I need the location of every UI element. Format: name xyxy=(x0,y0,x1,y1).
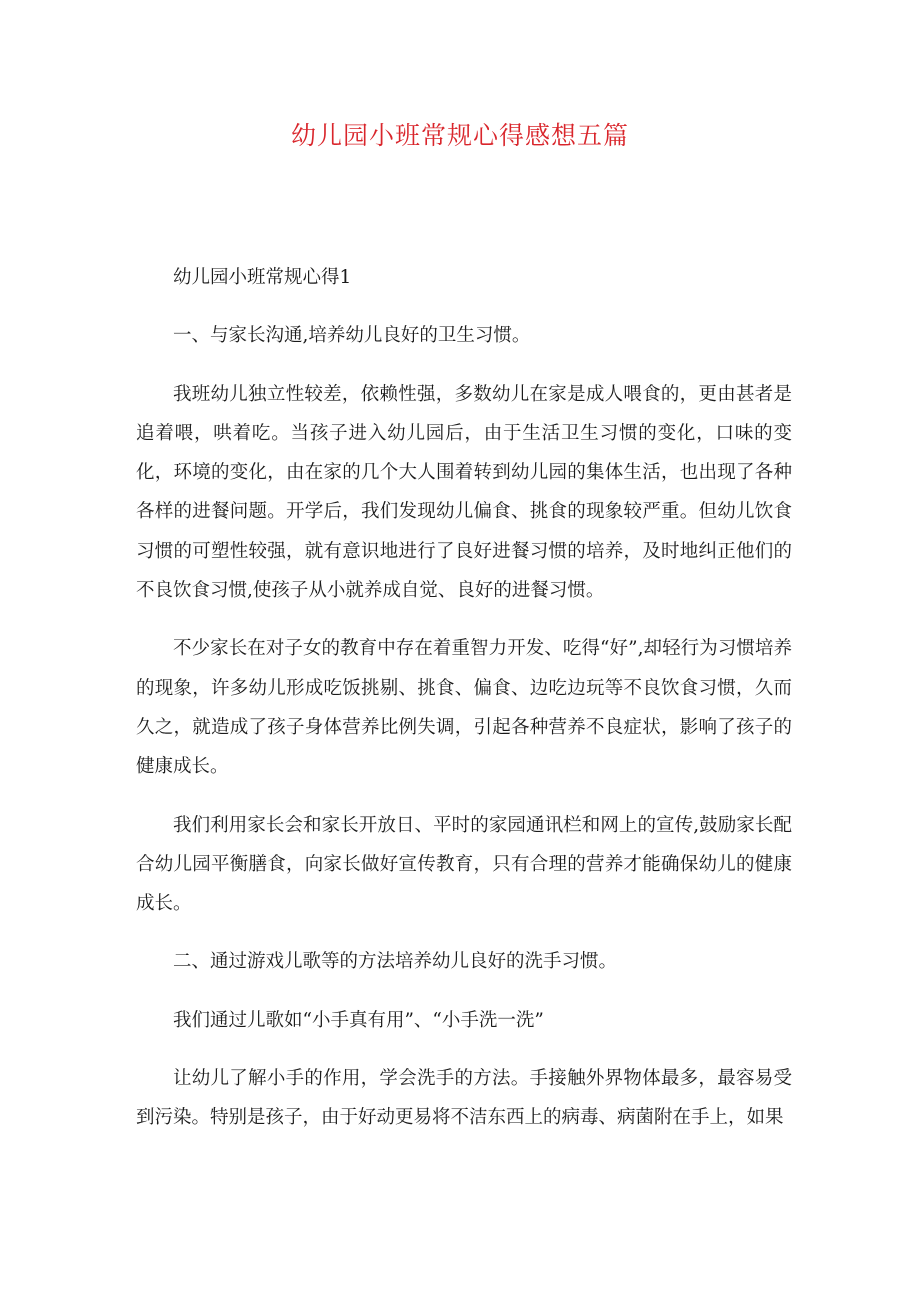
section-heading: 幼儿园小班常规心得1 xyxy=(173,267,352,288)
paragraph: 我班幼儿独立性较差，依赖性强，多数幼儿在家是成人喂食的，更由甚者是追着喂，哄着吃。当孩子进入幼儿园后，由于生活卫生习惯的变化，口味的变化，环境的变化，由在家的几个大人围着转到幼儿园的集体生活，也出现了各种各样的进餐问题。开学后，我们发现幼儿偏食、挑食的现象较严重。但幼儿饮食习惯的可塑性较强，就有意识地进行了良好进餐习惯的培养，及时地纠正他们的不良饮食习惯,使孩子从小就养成自觉、良好的进餐习惯。 xyxy=(136,383,792,602)
subsection-heading: 二、通过游戏儿歌等的方法培养幼儿良好的洗手习惯。 xyxy=(173,951,618,973)
subsection-heading: 一、与家长沟通,培养幼儿良好的卫生习惯。 xyxy=(173,325,531,347)
paragraph: 让幼儿了解小手的作用，学会洗手的方法。手接触外界物体最多，最容易受到污染。特别是孩子，由于好动更易将不洁东西上的病毒、病菌附在手上，如果 xyxy=(136,1068,792,1129)
paragraph: 我们通过儿歌如“小手真有用”、“小手洗一洗” xyxy=(173,1009,544,1031)
document-body xyxy=(136,258,792,1157)
paragraph: 我们利用家长会和家长开放日、平时的家园通讯栏和网上的宣传,鼓励家长配合幼儿园平衡膳食，向家长做好宣传教育，只有合理的营养才能确保幼儿的健康成长。 xyxy=(136,814,792,915)
paragraph: 不少家长在对子女的教育中存在着重智力开发、吃得“好”,却轻行为习惯培养的现象，许多幼儿形成吃饭挑剔、挑食、偏食、边吃边玩等不良饮食习惯，久而久之，就造成了孩子身体营养比例失调，引起各种营养不良症状，影响了孩子的健康成长。 xyxy=(136,638,792,778)
document-title: 幼儿园小班常规心得感想五篇 xyxy=(290,121,629,150)
